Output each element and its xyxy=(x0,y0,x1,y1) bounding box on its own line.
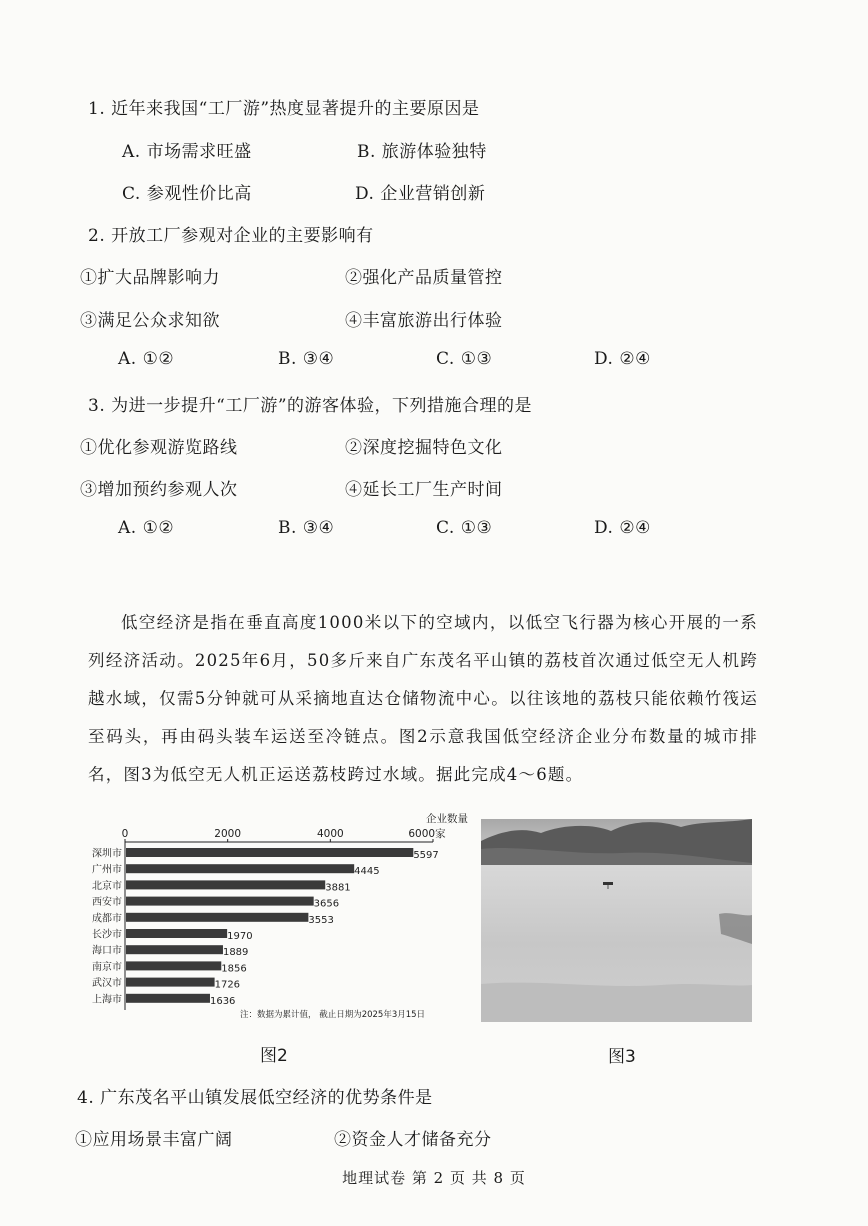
q3-option-c: C. ①③ xyxy=(436,518,493,538)
q4-stem: 4. 广东茂名平山镇发展低空经济的优势条件是 xyxy=(77,1088,433,1108)
category-label: 海口市 xyxy=(92,945,122,957)
x-tick-label: 6000家 xyxy=(408,828,446,840)
bar xyxy=(126,978,215,987)
foreground-water xyxy=(481,983,752,1022)
q3-item-3: ③增加预约参观人次 xyxy=(80,480,238,500)
q1-option-c: C. 参观性价比高 xyxy=(122,184,252,204)
category-label: 南京市 xyxy=(92,961,122,973)
x-tick-label: 2000 xyxy=(214,828,242,840)
q1-option-b: B. 旅游体验独特 xyxy=(357,142,487,162)
x-axis-title: 企业数量 xyxy=(426,813,468,825)
bar xyxy=(126,945,223,954)
data-label: 1636 xyxy=(209,995,236,1007)
figure-3-photo xyxy=(481,819,752,1022)
x-tick-label: 0 xyxy=(121,828,129,840)
q4-item-1: ①应用场景丰富广阔 xyxy=(75,1130,233,1150)
bar xyxy=(126,880,325,889)
q1-stem: 1. 近年来我国“工厂游”热度显著提升的主要原因是 xyxy=(88,99,480,119)
category-label: 深圳市 xyxy=(92,848,122,860)
q3-item-2: ②深度挖掘特色文化 xyxy=(345,438,503,458)
category-label: 上海市 xyxy=(92,994,122,1006)
category-label: 广州市 xyxy=(92,864,122,876)
data-label: 3656 xyxy=(313,898,340,910)
chart-note: 注：数据为累计值， 截止日期为2025年3月15日 xyxy=(240,1010,426,1020)
bar xyxy=(126,864,354,873)
q3-option-b: B. ③④ xyxy=(278,518,335,538)
category-label: 长沙市 xyxy=(92,929,122,941)
q2-stem: 2. 开放工厂参观对企业的主要影响有 xyxy=(88,226,374,246)
data-label: 1726 xyxy=(214,979,241,991)
bar xyxy=(126,961,221,970)
bar xyxy=(126,848,413,857)
q2-item-3: ③满足公众求知欲 xyxy=(80,311,220,331)
q4-item-2: ②资金人才储备充分 xyxy=(334,1130,492,1150)
page-footer: 地理试卷 第 2 页 共 8 页 xyxy=(342,1169,526,1187)
bar xyxy=(126,994,210,1003)
passage-text: 低空经济是指在垂直高度1000米以下的空域内，以低空飞行器为核心开展的一系列经济活动。2025年6月，50多斤来自广东茂名平山镇的荔枝首次通过低空无人机跨越水域，仅需5分钟就可从采摘地直达仓储物流中心。以往该地的荔枝只能依赖竹筏运至码头，再由码头装车运送至冷链点。图2示意我国低空经济企业分布数量的城市排名，图3为低空无人机正运送荔枝跨过水域。据此完成4～6题。 xyxy=(88,613,758,784)
q2-option-d: D. ②④ xyxy=(594,349,651,369)
q3-stem: 3. 为进一步提升“工厂游”的游客体验，下列措施合理的是 xyxy=(88,396,533,416)
data-label: 5597 xyxy=(413,850,439,861)
q2-item-2: ②强化产品质量管控 xyxy=(345,268,503,288)
category-label: 武汉市 xyxy=(92,978,122,990)
q3-item-1: ①优化参观游览路线 xyxy=(80,438,238,458)
x-tick-label: 4000 xyxy=(316,828,344,840)
bar xyxy=(126,929,227,938)
category-label: 成都市 xyxy=(92,913,122,925)
figure-2-caption: 图2 xyxy=(260,1046,288,1066)
q2-item-4: ④丰富旅游出行体验 xyxy=(345,311,503,331)
q1-option-d: D. 企业营销创新 xyxy=(355,184,486,204)
data-label: 1889 xyxy=(222,947,249,959)
bar xyxy=(126,913,308,922)
data-label: 3553 xyxy=(308,914,334,926)
data-label: 1856 xyxy=(221,963,247,975)
category-label: 北京市 xyxy=(92,880,122,892)
q3-option-a: A. ①② xyxy=(118,518,175,538)
category-label: 西安市 xyxy=(92,897,122,909)
q2-item-1: ①扩大品牌影响力 xyxy=(80,268,220,288)
q3-option-d: D. ②④ xyxy=(594,518,651,538)
q2-option-c: C. ①③ xyxy=(436,349,493,369)
q2-option-a: A. ①② xyxy=(118,349,175,369)
q3-item-4: ④延长工厂生产时间 xyxy=(345,480,503,500)
data-label: 4445 xyxy=(354,866,380,878)
figure-3-caption: 图3 xyxy=(608,1047,636,1067)
q1-option-a: A. 市场需求旺盛 xyxy=(122,142,252,162)
data-label: 1970 xyxy=(227,931,253,942)
figure-2-bar-chart xyxy=(78,812,470,1027)
data-label: 3881 xyxy=(325,882,351,894)
reading-passage xyxy=(88,604,758,794)
q2-option-b: B. ③④ xyxy=(278,349,335,369)
bar xyxy=(126,897,314,906)
